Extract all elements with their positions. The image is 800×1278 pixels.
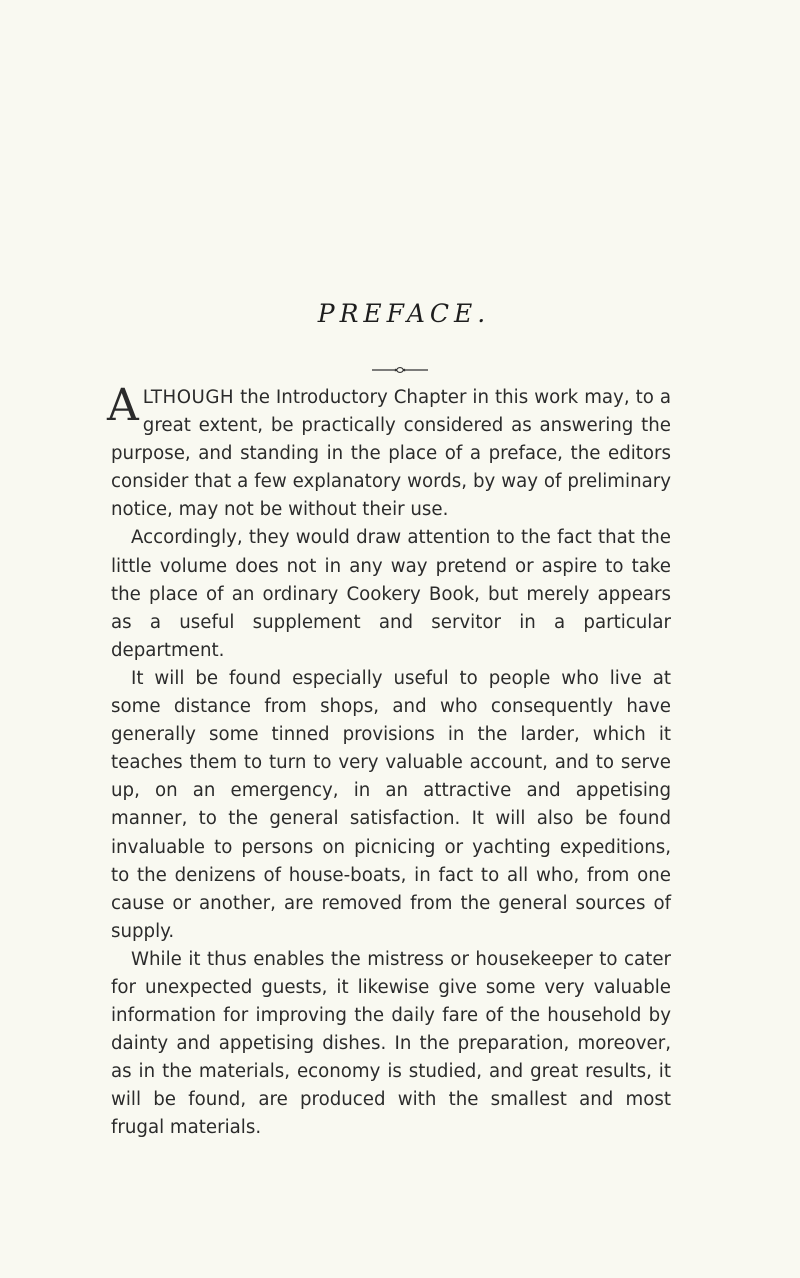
drop-cap: A	[107, 380, 139, 431]
paragraph-4: While it thus enables the mistress or housekeeper to cater for unexpected guests, it likewise give some very valuable information for improving the daily fare of the household by dainty and appetising dishes. In the preparation, moreover, as in the materials, economy is studied, and great results, it will be found, are produced with the smallest and most frugal materials.	[111, 948, 671, 1139]
paragraph-2: Accordingly, they would draw attention to the fact that the little volume does not in any way pretend or aspire to take the place of an ordinary Cookery Book, but merely appears as a useful supplement and servitor in a particular department.	[111, 527, 671, 661]
paragraph-1	[107, 380, 671, 524]
page-title: PREFACE.	[317, 299, 491, 328]
first-word-rest: LTHOUGH	[142, 387, 235, 408]
paragraph-1-text: the Introductory Chapter in this work may, to a great extent, be practically considered as answering the purpose, and standing in the place of a preface, the editors consider that a few explanatory words, by way of preliminary notice, may not be without their use.	[111, 387, 671, 521]
paragraph-3: It will be found especially useful to people who live at some distance from shops, and who consequently have generally some tinned provisions in the larder, which it teaches them to turn to very valuable account, and to serve up, on an emergency, in an attractive and appetising manner, to the general satisfaction. It will also be found invaluable to persons on picnicing or yachting expeditions, to the denizens of house-boats, in fact to all who, from one cause or another, are removed from the general sources of supply.	[111, 667, 671, 942]
preface-body	[107, 380, 671, 1143]
ornament-rule	[372, 364, 428, 376]
